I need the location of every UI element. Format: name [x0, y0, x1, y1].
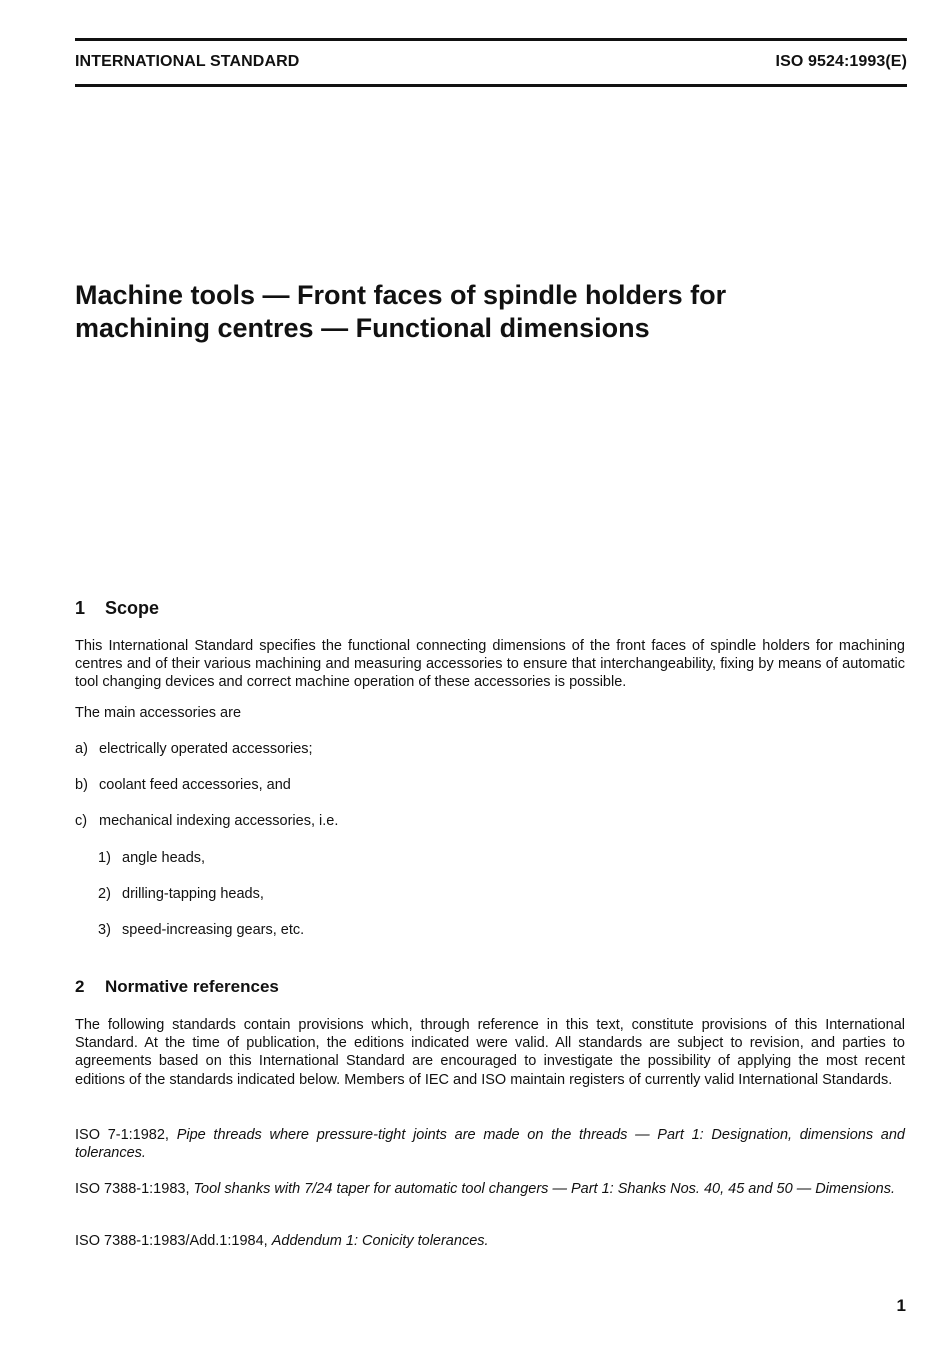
reference-title: Addendum 1: Conicity tolerances.: [271, 1233, 489, 1249]
section-1-heading: [75, 598, 159, 619]
header-document-type: INTERNATIONAL STANDARD: [75, 53, 300, 70]
sub-list-item-label: 3): [98, 922, 111, 938]
section-2-heading: [75, 977, 279, 997]
sub-list-item: [98, 849, 205, 867]
sub-list-item-label: 2): [98, 886, 111, 902]
reference-entry: [75, 1232, 905, 1250]
reference-entry: [75, 1126, 905, 1162]
sub-list-item-label: 1): [98, 850, 111, 866]
list-item: [75, 776, 291, 794]
list-item-text: coolant feed accessories, and: [99, 777, 291, 793]
references-intro-paragraph: The following standards contain provisions which, through reference in this text, constitute provisions of this International Standard. At the time of publication, the editions indicated were valid. All standards are subject to revision, and parties to agreements based on this International Standard are encouraged to investigate the possibility of applying the most recent editions of the standards indicated below. Members of IEC and ISO maintain registers of currently valid International Standards.: [75, 1017, 905, 1088]
list-item: [75, 812, 338, 830]
document-title: [75, 279, 875, 345]
reference-id: ISO 7388-1:1983/Add.1:1984,: [75, 1233, 268, 1249]
section-1-number: 1: [75, 598, 86, 618]
page-number: 1: [896, 1296, 906, 1315]
header-standard-number: ISO 9524:1993(E): [775, 53, 907, 70]
section-2-title: Normative references: [105, 977, 279, 996]
list-item-text: electrically operated accessories;: [99, 741, 313, 757]
header-top-rule: [75, 38, 907, 41]
reference-id: ISO 7388-1:1983,: [75, 1181, 190, 1197]
section-2-number: 2: [75, 977, 85, 996]
header-bottom-rule: [75, 84, 907, 87]
reference-title: Pipe threads where pressure-tight joints are made on the threads — Part 1: Designation, dimensions and tolerances.: [75, 1127, 905, 1161]
title-line-1: Machine tools — Front faces of spindle holders for: [75, 280, 727, 310]
reference-title: Tool shanks with 7/24 taper for automatic tool changers — Part 1: Shanks Nos. 40, 45 and 50 — Dimensions.: [193, 1181, 895, 1197]
scope-paragraph: This International Standard specifies the functional connecting dimensions of the front faces of spindle holders for machining centres and of their various machining and measuring accessories to ensure that interchangeability, fixing by means of automatic tool changing devices and correct machine operation of these accessories is possible.: [75, 638, 905, 691]
sub-list-item-text: drilling-tapping heads,: [122, 886, 264, 902]
title-line-2: machining centres — Functional dimensions: [75, 313, 650, 343]
list-item-label: c): [75, 813, 88, 829]
list-item-text: mechanical indexing accessories, i.e.: [99, 813, 339, 829]
sub-list-item-text: angle heads,: [122, 850, 206, 866]
list-item-label: b): [75, 777, 88, 793]
reference-entry: [75, 1180, 905, 1198]
sub-list-item: [98, 885, 264, 903]
sub-list-item-text: speed-increasing gears, etc.: [122, 922, 305, 938]
list-item: [75, 740, 313, 758]
accessories-intro: The main accessories are: [75, 705, 242, 721]
sub-list-item: [98, 921, 304, 939]
list-item-label: a): [75, 741, 88, 757]
reference-id: ISO 7-1:1982,: [75, 1127, 169, 1143]
section-1-title: Scope: [105, 598, 160, 618]
